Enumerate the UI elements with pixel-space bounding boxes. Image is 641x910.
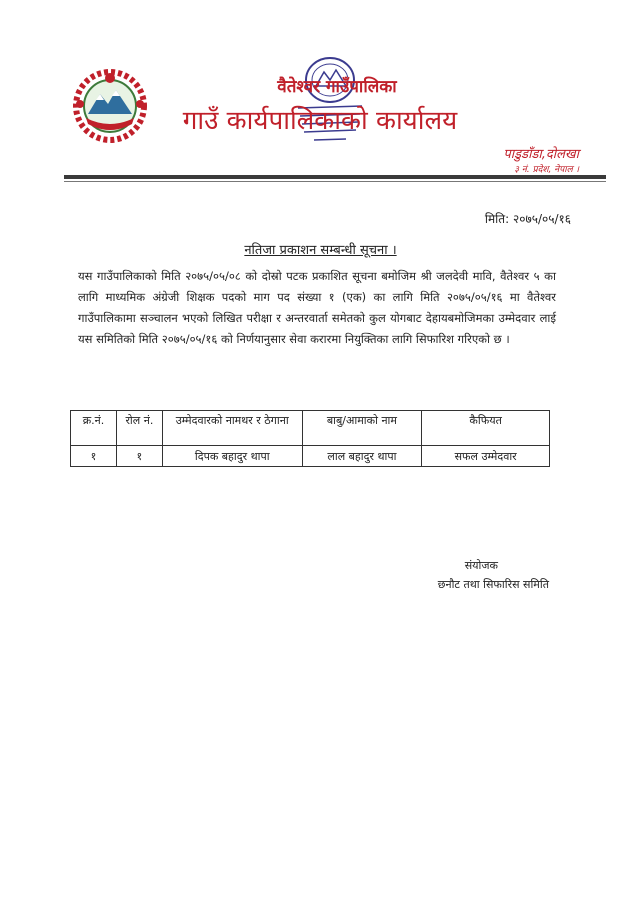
municipality-name: वैतेश्वर गाउँपालिका (277, 77, 397, 97)
header-remarks: कैफियत (422, 411, 550, 446)
office-address: पाडुडाँडा,दोलखा (503, 147, 579, 162)
header-candidate-name: उम्मेदवारको नामथर र ठेगाना (162, 411, 302, 446)
letterhead-divider-thin (64, 181, 606, 182)
header-parent-name: बाबु/आमाको नाम (302, 411, 422, 446)
header-roll-no: रोल नं. (116, 411, 162, 446)
table-row (71, 446, 550, 467)
notice-date: मिति: २०७५/०५/१६ (484, 212, 571, 226)
results-table (70, 410, 550, 467)
signatory-committee: छनौट तथा सिफारिस समिति (437, 578, 549, 591)
cell-roll-no: १ (116, 446, 162, 467)
cell-candidate-name: दिपक बहादुर थापा (162, 446, 302, 467)
cell-parent-name: लाल बहादुर थापा (302, 446, 422, 467)
header-serial-no: क्र.नं. (71, 411, 117, 446)
notice-subject-text: नतिजा प्रकाशन सम्बन्धी सूचना । (244, 243, 397, 258)
table-header-row (71, 411, 550, 446)
cell-remarks: सफल उम्मेदवार (422, 446, 550, 467)
nepal-emblem-icon (66, 66, 154, 146)
letterhead-divider (64, 175, 606, 179)
signatory-title: संयोजक (464, 559, 498, 572)
cell-serial-no: १ (71, 446, 117, 467)
notice-body: यस गाउँपालिकाको मिति २०७५/०५/०८ को दोस्रो पटक प्रकाशित सूचना बमोजिम श्री जलदेवी मावि, वैतेश्वर ५ का लागि माध्यमिक अंग्रेजी शिक्षक पदको माग पद संख्या १ (एक) का लागि मिति २०७५/०५/१६ मा वैतेश्वर गाउँपालिकामा सञ्चालन भएको लिखित परीक्षा र अन्तरवार्ता समेतको कुल योगबाट देहायबमोजिमका उम्मेदवार लाई यस समितिको मिति २०७५/०५/१६ को निर्णयानुसार सेवा करारमा नियुक्तिका लागि सिफारिश गरिएको छ । (78, 269, 556, 346)
office-name: गाउँ कार्यपालिकाको कार्यालय (182, 106, 458, 136)
notice-subject (0, 240, 641, 258)
office-province: ३ नं. प्रदेश, नेपाल । (514, 165, 579, 175)
